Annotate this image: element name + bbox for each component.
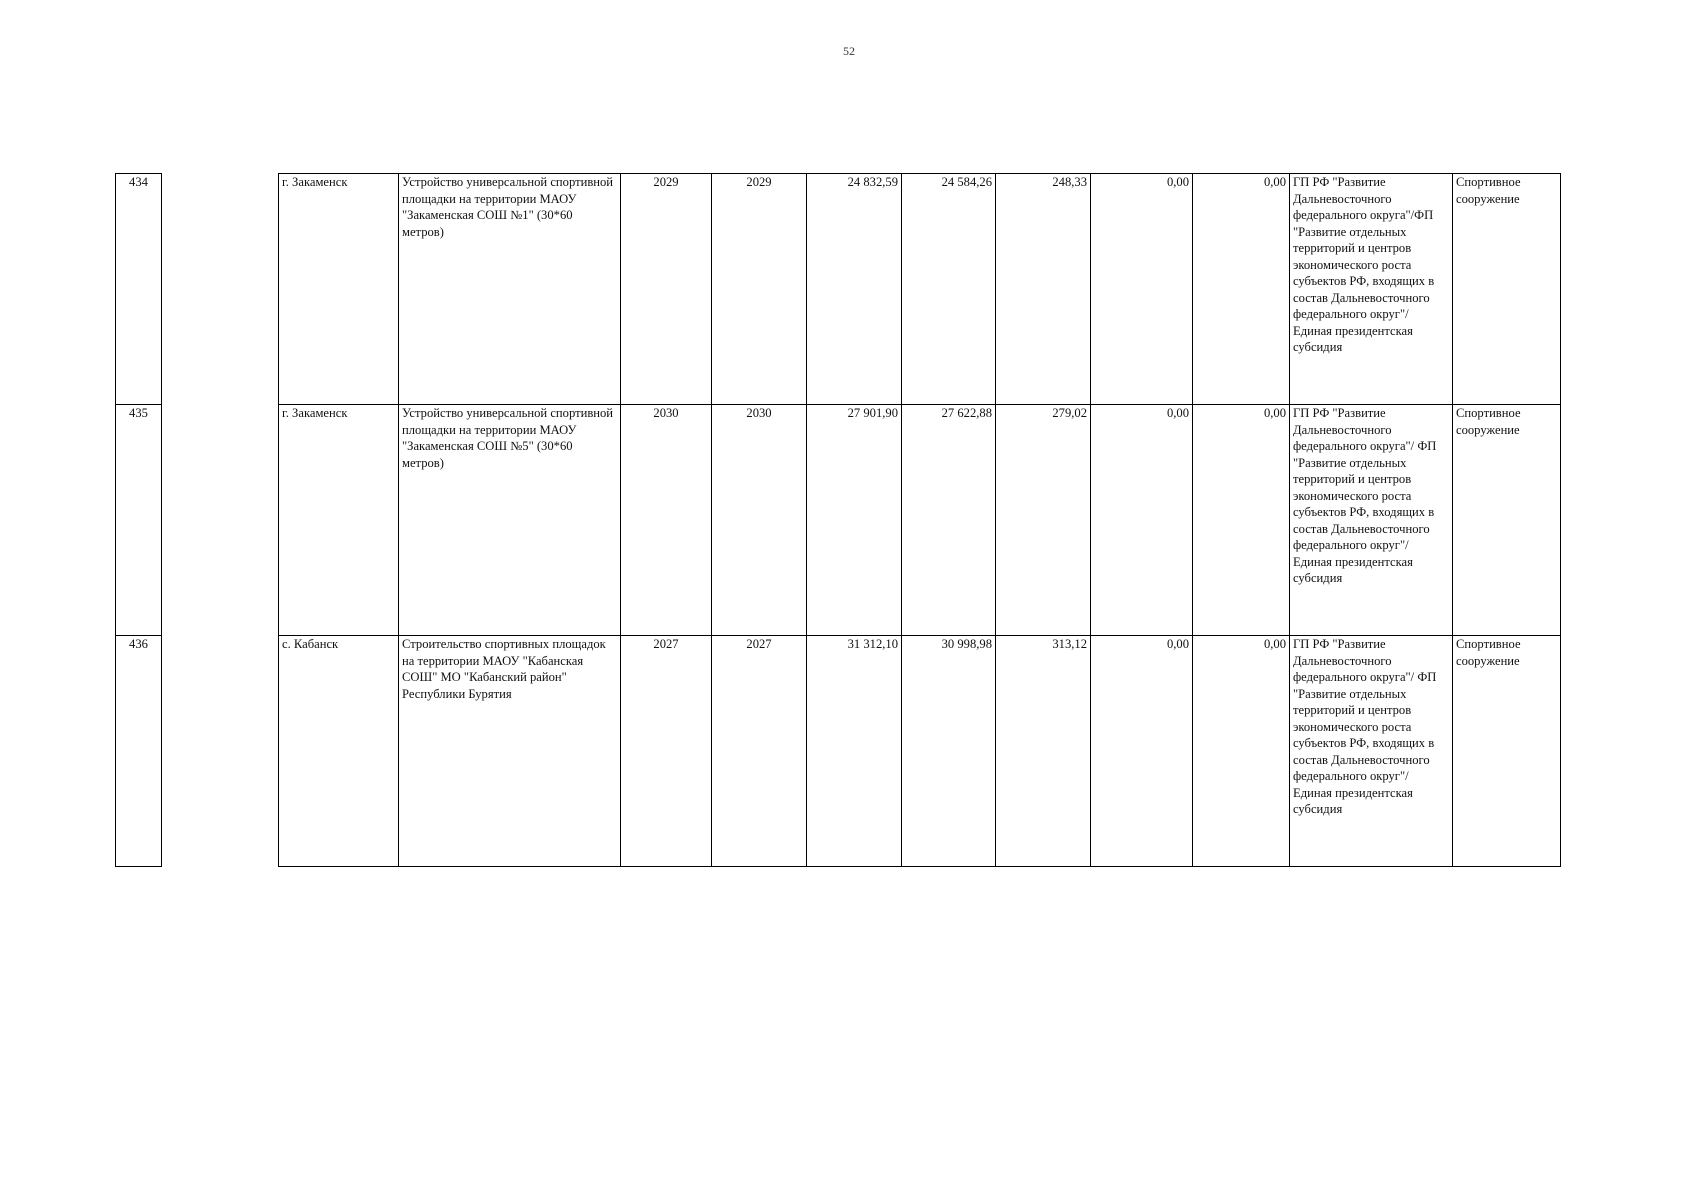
facility-name-cell: Устройство универсальной спортивной площадки на территории МАОУ "Закаменская СОШ №1" (30*60 метров) (399, 174, 621, 405)
regional-amount-cell: 313,12 (996, 636, 1091, 867)
program-cell: ГП РФ "Развитие Дальневосточного федерального округа"/ФП "Развитие отдельных территорий и центров экономического роста субъектов РФ, входящих в состав Дальневосточного федерального округ"/ Единая президентская субсидия (1290, 174, 1453, 405)
page-number: 52 (843, 44, 855, 58)
end-year-cell: 2029 (712, 174, 807, 405)
empty-cell (162, 405, 279, 636)
table-row (116, 636, 1561, 867)
federal-amount-cell: 24 584,26 (902, 174, 996, 405)
end-year-cell: 2027 (712, 636, 807, 867)
end-year-cell: 2030 (712, 405, 807, 636)
empty-cell (162, 174, 279, 405)
program-cell: ГП РФ "Развитие Дальневосточного федерального округа"/ ФП "Развитие отдельных территорий и центров экономического роста субъектов РФ, входящих в состав Дальневосточного федерального округ"/ Единая президентская субсидия (1290, 405, 1453, 636)
total-amount-cell: 24 832,59 (807, 174, 902, 405)
regional-amount-cell: 248,33 (996, 174, 1091, 405)
table-row (116, 174, 1561, 405)
regional-amount-cell: 279,02 (996, 405, 1091, 636)
facility-type-cell: Спортивное сооружение (1453, 636, 1561, 867)
locality-cell: с. Кабанск (279, 636, 399, 867)
table-row (116, 405, 1561, 636)
total-amount-cell: 27 901,90 (807, 405, 902, 636)
start-year-cell: 2029 (621, 174, 712, 405)
facility-type-cell: Спортивное сооружение (1453, 405, 1561, 636)
start-year-cell: 2027 (621, 636, 712, 867)
federal-amount-cell: 30 998,98 (902, 636, 996, 867)
facility-name-cell: Строительство спортивных площадок на территории МАОУ "Кабанская СОШ" МО "Кабанский район" Республики Бурятия (399, 636, 621, 867)
row-index: 434 (116, 174, 162, 405)
facility-type-cell: Спортивное сооружение (1453, 174, 1561, 405)
federal-amount-cell: 27 622,88 (902, 405, 996, 636)
row-index: 435 (116, 405, 162, 636)
program-cell: ГП РФ "Развитие Дальневосточного федерального округа"/ ФП "Развитие отдельных территорий и центров экономического роста субъектов РФ, входящих в состав Дальневосточного федерального округ"/ Единая президентская субсидия (1290, 636, 1453, 867)
start-year-cell: 2030 (621, 405, 712, 636)
total-amount-cell: 31 312,10 (807, 636, 902, 867)
local-amount-cell: 0,00 (1091, 405, 1193, 636)
row-index: 436 (116, 636, 162, 867)
other-amount-cell: 0,00 (1193, 636, 1290, 867)
facilities-table (115, 173, 1561, 867)
other-amount-cell: 0,00 (1193, 405, 1290, 636)
locality-cell: г. Закаменск (279, 174, 399, 405)
other-amount-cell: 0,00 (1193, 174, 1290, 405)
local-amount-cell: 0,00 (1091, 174, 1193, 405)
facility-name-cell: Устройство универсальной спортивной площадки на территории МАОУ "Закаменская СОШ №5" (30*60 метров) (399, 405, 621, 636)
empty-cell (162, 636, 279, 867)
locality-cell: г. Закаменск (279, 405, 399, 636)
local-amount-cell: 0,00 (1091, 636, 1193, 867)
